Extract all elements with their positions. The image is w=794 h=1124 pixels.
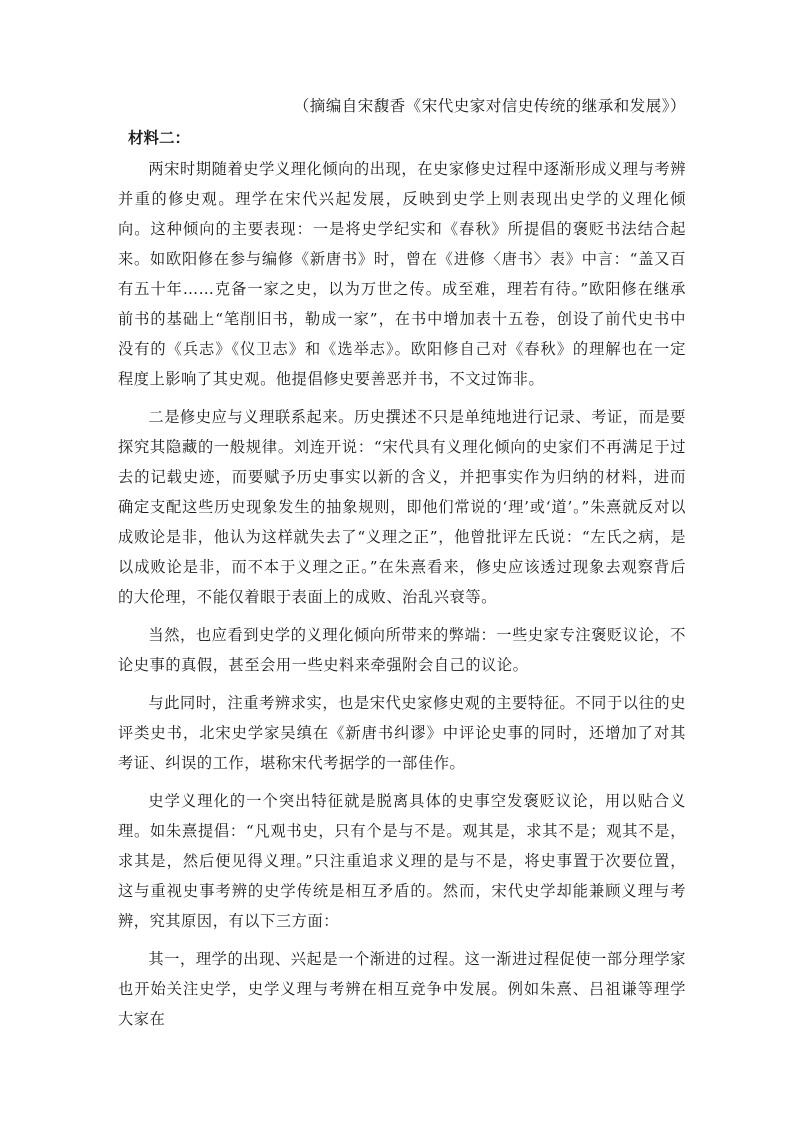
paragraph-6: 其一，理学的出现、兴起是一个渐进的过程。这一渐进过程促使一部分理学家也开始关注史学，史学义理与考辨在相互竞争中发展。例如朱熹、吕祖谦等理学大家在 — [118, 950, 686, 1028]
source-citation: （摘编自宋馥香《宋代史家对信史传统的继承和发展》） — [293, 97, 686, 115]
paragraph-2: 二是修史应与义理联系起来。历史撰述不只是单纯地进行记录、考证，而是要探究其隐藏的一般规律。刘连开说：“宋代具有义理化倾向的史家们不再满足于过去的记载史迹，而要赋予历史事实以新的含义，并把事实作为归纳的材料，进而确定支配这些历史现象发生的抽象规则，即他们常说的‘理’或‘道’。”朱熹就反对以成败论是非，他认为这样就失去了“义理之正”，他曾批评左氏说：“左氏之病，是以成败论是非，而不本于义理之正。”在朱熹看来，修史应该透过现象去观察背后的大伦理，不能仅着眼于表面上的成败、治乱兴衰等。 — [118, 408, 686, 606]
paragraph-3: 当然，也应看到史学的义理化倾向所带来的弊端：一些史家专注褒贬议论，不论史事的真假，甚至会用一些史料来牵强附会自己的议论。 — [118, 626, 686, 674]
paragraph-4: 与此同时，注重考辨求实，也是宋代史家修史观的主要特征。不同于以往的史评类史书，北宋史学家吴缜在《新唐书纠谬》中评论史事的同时，还增加了对其考证、纠误的工作，堪称宋代考据学的一部佳作。 — [118, 694, 686, 772]
section-title: 材料二： — [128, 128, 191, 147]
paragraph-1: 两宋时期随着史学义理化倾向的出现，在史家修史过程中逐渐形成义理与考辨并重的修史观。理学在宋代兴起发展，反映到史学上则表现出史学的义理化倾向。这种倾向的主要表现：一是将史学纪实和《春秋》所提倡的褒贬书法结合起来。如欧阳修在参与编修《新唐书》时，曾在《进修〈唐书〉表》中言：“盖又百有五十年……克备一家之史，以为万世之传。成至难，理若有待。”欧阳修在继承前书的基础上“笔削旧书，勒成一家”，在书中增加表十五卷，创设了前代史书中没有的《兵志》《仪卫志》和《选举志》。欧阳修自己对《春秋》的理解也在一定程度上影响了其史观。他提倡修史要善恶并书，不文过饰非。 — [118, 160, 686, 388]
document-page — [118, 92, 686, 1042]
paragraph-5: 史学义理化的一个突出特征就是脱离具体的史事空发褒贬议论，用以贴合义理。如朱熹提倡：“凡观书史，只有个是与不是。观其是，求其不是；观其不是，求其是，然后便见得义理。”只注重追求义理的是与不是，将史事置于次要位置，这与重视史事考辨的史学传统是相互矛盾的。然而，宋代史学却能兼顾义理与考辨，究其原因，有以下三方面： — [118, 792, 686, 930]
